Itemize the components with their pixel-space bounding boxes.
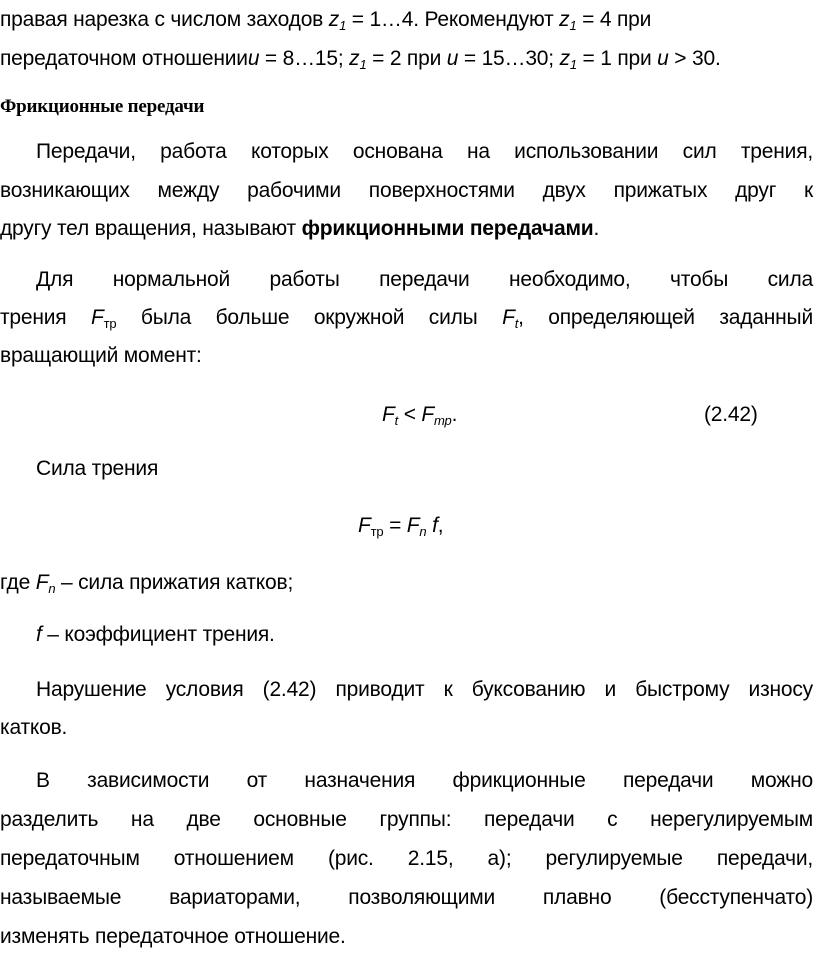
text: = 1 при — [576, 47, 658, 70]
text: где — [0, 571, 36, 594]
sub-t: t — [514, 316, 519, 331]
equation-2-42 — [382, 402, 457, 428]
p3-line: Сила трения — [36, 457, 159, 480]
sub-t: t — [394, 413, 399, 428]
text: – коэффициент трения. — [41, 623, 275, 646]
sub-1: 1 — [569, 57, 577, 72]
p1-line-3 — [0, 216, 599, 242]
var-z: z — [559, 8, 570, 31]
p7-line-5: изменять передаточное отношение. — [0, 925, 346, 948]
p4-line — [0, 570, 293, 596]
var-f: f — [36, 623, 42, 646]
var-u: u — [657, 47, 669, 70]
text: = — [383, 514, 407, 537]
equation-friction — [358, 513, 443, 539]
p5-line — [36, 622, 275, 648]
text: . — [451, 403, 458, 426]
sub-1: 1 — [569, 18, 577, 33]
p7-line-4: называемые вариаторами, позволяющими плавно (бесступенчато) — [0, 886, 813, 909]
sub-1: 1 — [359, 57, 367, 72]
intro-line-2 — [0, 46, 721, 72]
text: . — [593, 217, 600, 240]
var-f: f — [432, 514, 438, 537]
var-F: F — [90, 306, 104, 329]
text: была больше окружной силы — [116, 306, 503, 329]
text: = 8…15; — [259, 47, 350, 70]
var-u: u — [247, 47, 260, 70]
var-z: z — [349, 47, 360, 70]
var-u: u — [446, 47, 459, 70]
sub-tr: тр — [434, 413, 452, 428]
var-F: F — [358, 514, 371, 537]
text: , — [437, 514, 444, 537]
var-F: F — [35, 571, 49, 594]
var-F: F — [406, 514, 420, 537]
p7-line-3: передаточным отношением (рис. 2.15, а); регулируемые передачи, — [0, 847, 813, 870]
sub-1: 1 — [339, 18, 347, 33]
sub-n: n — [419, 524, 427, 539]
sub-tr: тр — [370, 524, 384, 539]
sub-tr: тр — [103, 316, 117, 331]
p2-line-1: Для нормальной работы передачи необходимо, чтобы сила — [36, 268, 813, 291]
text: передаточном отношении — [0, 47, 248, 70]
var-F: F — [502, 306, 515, 329]
text: правая нарезка с числом заходов — [0, 8, 329, 31]
text: > 30. — [668, 47, 721, 70]
sub-n: n — [48, 581, 56, 596]
text: = 4 при — [576, 8, 652, 31]
p7-line-1: В зависимости от назначения фрикционные передачи можно — [36, 769, 813, 792]
equation-number: (2.42) — [704, 403, 758, 426]
var-z: z — [328, 8, 340, 31]
text: трения — [0, 306, 91, 329]
intro-line-1 — [0, 7, 651, 33]
text: < — [398, 403, 422, 426]
p2-line-2 — [0, 305, 813, 331]
var-F: F — [382, 403, 395, 426]
text: = 15…30; — [458, 47, 560, 70]
text: , определяющей заданный — [518, 306, 813, 329]
p6-line-2: катков. — [0, 716, 68, 739]
p1-line-1: Передачи, работа которых основана на использовании сил трения, — [36, 140, 813, 163]
p1-line-2: возникающих между рабочими поверхностями двух прижатых друг к — [0, 179, 813, 202]
text: = 2 при — [366, 47, 447, 70]
p7-line-2: разделить на две основные группы: передачи с нерегулируемым — [0, 808, 813, 831]
bold-term: фрикционными передачами — [301, 217, 594, 240]
section-heading: Фрикционные передачи — [0, 96, 205, 117]
var-F: F — [421, 403, 435, 426]
p6-line-1: Нарушение условия (2.42) приводит к буксованию и быстрому износу — [36, 678, 813, 701]
text: другу тел вращения, называют — [0, 217, 302, 240]
text: – сила прижатия катков; — [55, 571, 294, 594]
text: = 1…4. Рекомендуют — [346, 8, 560, 31]
var-z: z — [559, 47, 570, 70]
p2-line-3: вращающий момент: — [0, 344, 202, 367]
